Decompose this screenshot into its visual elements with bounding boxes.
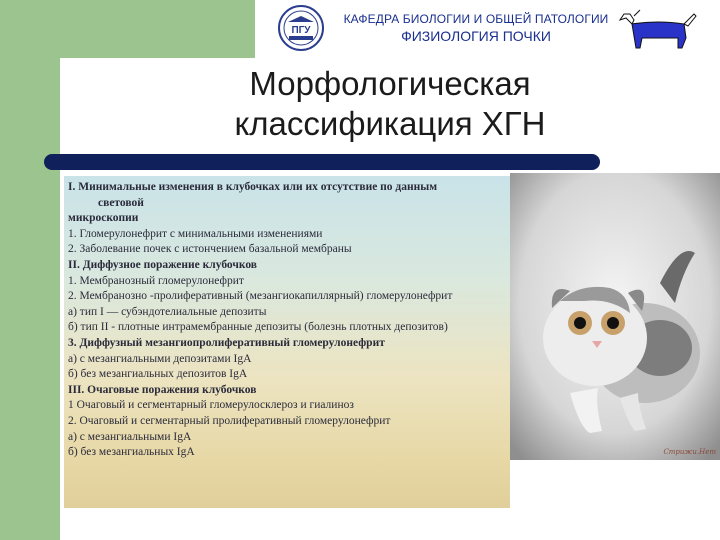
classification-line: б) без мезангиальных IgA <box>68 446 195 459</box>
lecture-subject: ФИЗИОЛОГИЯ ПОЧКИ <box>401 28 551 44</box>
university-logo <box>277 4 325 52</box>
top-green-band <box>0 0 255 58</box>
classification-line: II. Диффузное поражение клубочков <box>68 258 257 271</box>
slide-title <box>130 64 650 144</box>
classification-line: б) тип II - плотные интрамембранные депозиты (болезнь плотных депозитов) <box>68 321 448 334</box>
logo-text: ПГУ <box>291 25 311 36</box>
classification-line: 2. Очаговый и сегментарный пролиферативный гломерулонефрит <box>68 414 391 427</box>
photo-watermark: Стрижи.Нет <box>663 448 716 456</box>
classification-line: III. Очаговые поражения клубочков <box>68 383 257 396</box>
classification-line: 2. Заболевание почек с истончением базальной мембраны <box>68 243 352 256</box>
department-name: КАФЕДРА БИОЛОГИИ И ОБЩЕЙ ПАТОЛОГИИ <box>343 12 609 26</box>
classification-line: 1 Очаговый и сегментарный гломерулосклероз и гиалиноз <box>68 399 354 412</box>
title-line-1: Морфологическая <box>249 65 531 102</box>
classification-line: б) без мезангиальных депозитов IgA <box>68 368 248 381</box>
classification-text-panel <box>64 176 510 508</box>
classification-line: 1. Гломерулонефрит с минимальными изменениями <box>68 227 323 240</box>
classification-line: 3. Диффузный мезангиопролиферативный гломерулонефрит <box>68 336 385 349</box>
left-green-band <box>0 0 60 540</box>
classification-line: 1. Мембранозный гломерулонефрит <box>68 274 244 287</box>
classification-line: а) тип I — субэндотелиальные депозиты <box>68 305 267 318</box>
classification-line: I. Минимальные изменения в клубочках или их отсутствие по данным <box>68 181 438 193</box>
dog-icon <box>618 6 698 50</box>
classification-line: микроскопии <box>68 212 139 225</box>
kitten-illustration <box>510 173 720 460</box>
title-divider <box>44 154 600 170</box>
kitten-photo <box>510 173 720 460</box>
classification-line: а) с мезангиальными IgA <box>68 430 192 443</box>
classification-line: световой <box>98 196 144 209</box>
classification-line: а) с мезангиальными депозитами IgA <box>68 352 252 365</box>
title-line-2: классификация ХГН <box>234 105 546 142</box>
classification-line: 2. Мембранозно -пролиферативный (мезангиокапиллярный) гломерулонефрит <box>68 290 453 303</box>
